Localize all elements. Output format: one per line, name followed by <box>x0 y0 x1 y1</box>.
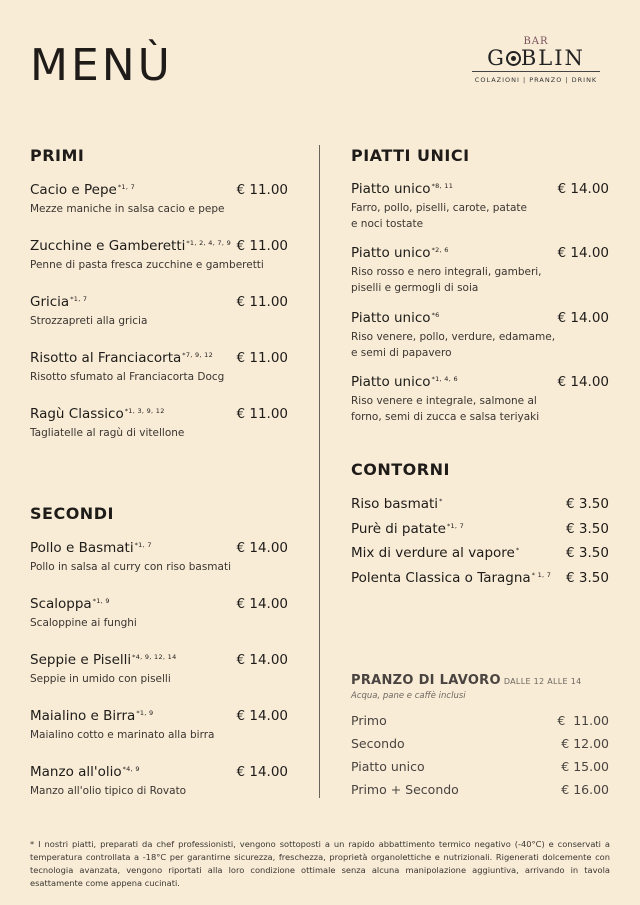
contorni-heading: CONTORNI <box>351 460 450 479</box>
contorno-price: € 3.50 <box>566 570 609 586</box>
secondi-item-name: Pollo e Basmati$^{*1, 7}$ <box>30 540 152 556</box>
contorno-price: € 3.50 <box>566 545 609 561</box>
piatto-unico-name: Piatto unico$^{*2, 6}$ <box>351 245 449 261</box>
primi-item-desc: Tagliatelle al ragù di vitellone <box>30 427 185 439</box>
secondi-item-desc: Maialino cotto e marinato alla birra <box>30 729 215 741</box>
pranzo-row-price: € 11.00 <box>557 713 609 728</box>
pranzo-row-label: Primo <box>351 713 387 728</box>
contorno-name: Mix di verdure al vapore* <box>351 545 520 561</box>
primi-item-price: € 11.00 <box>236 182 288 198</box>
pranzo-row-price: € 12.00 <box>561 736 609 751</box>
logo-name: G BLIN <box>487 46 585 70</box>
contorno-name: Riso basmati* <box>351 496 443 512</box>
piatto-unico-name: Piatto unico$^{*8, 11}$ <box>351 181 454 197</box>
secondi-item-price: € 14.00 <box>236 764 288 780</box>
contorno-price: € 3.50 <box>566 496 609 512</box>
secondi-item-name: Maialino e Birra$^{*1, 9}$ <box>30 708 154 724</box>
pranzo-note: Acqua, pane e caffè inclusi <box>351 691 466 701</box>
logo-bar-text: BAR <box>523 36 549 47</box>
secondi-item-name: Seppie e Piselli$^{*4, 9, 12, 14}$ <box>30 652 177 668</box>
secondi-item-desc: Seppie in umido con piselli <box>30 673 171 685</box>
piatto-unico-name: Piatto unico$^{*1, 4, 6}$ <box>351 374 458 390</box>
pranzo-hours: DALLE 12 ALLE 14 <box>503 677 582 686</box>
piatto-unico-name: Piatto unico$^{*6}$ <box>351 310 440 326</box>
contorno-price: € 3.50 <box>566 521 609 537</box>
piatto-unico-price: € 14.00 <box>557 374 609 390</box>
logo-o-icon <box>506 51 521 66</box>
primi-heading: PRIMI <box>30 146 85 165</box>
secondi-item-desc: Scaloppine ai funghi <box>30 617 137 629</box>
contorno-name: Purè di patate$^{*1, 7}$ <box>351 521 465 537</box>
primi-item-name: Gricia$^{*1, 7}$ <box>30 294 88 310</box>
primi-item-name: Cacio e Pepe$^{*1, 7}$ <box>30 182 136 198</box>
logo-rule <box>472 71 600 72</box>
piatto-unico-desc: Farro, pollo, piselli, carote, patate e noci tostate <box>351 202 527 230</box>
primi-item-desc: Mezze maniche in salsa cacio e pepe <box>30 203 225 215</box>
pranzo-row-label: Secondo <box>351 736 405 751</box>
piatto-unico-desc: Riso venere, pollo, verdure, edamame, e semi di papavero <box>351 331 556 359</box>
primi-item-price: € 11.00 <box>236 406 288 422</box>
pranzo-row-label: Primo + Secondo <box>351 782 459 797</box>
primi-item-name: Risotto al Franciacorta$^{*7, 9, 12}$ <box>30 350 214 366</box>
primi-item-name: Zucchine e Gamberetti$^{*1, 2, 4, 7, 9}$ <box>30 238 232 254</box>
pranzo-heading: PRANZO DI LAVORO DALLE 12 ALLE 14 <box>351 673 582 688</box>
secondi-item-price: € 14.00 <box>236 540 288 556</box>
primi-item-price: € 11.00 <box>236 350 288 366</box>
primi-item-price: € 11.00 <box>236 294 288 310</box>
secondi-item-desc: Manzo all'olio tipico di Rovato <box>30 785 187 797</box>
piatto-unico-price: € 14.00 <box>557 245 609 261</box>
secondi-item-price: € 14.00 <box>236 708 288 724</box>
secondi-heading: SECONDI <box>30 504 114 523</box>
pranzo-row-price: € 16.00 <box>561 782 609 797</box>
primi-item-name: Ragù Classico$^{*1, 3, 9, 12}$ <box>30 406 165 422</box>
page-title: MENÙ <box>30 40 173 91</box>
secondi-item-desc: Pollo in salsa al curry con riso basmati <box>30 561 231 573</box>
column-divider <box>319 145 320 798</box>
logo-tagline: COLAZIONI | PRANZO | DRINK <box>474 76 598 84</box>
primi-item-desc: Risotto sfumato al Franciacorta Docg <box>30 371 225 383</box>
secondi-item-name: Scaloppa$^{*1, 9}$ <box>30 596 110 612</box>
pranzo-row-label: Piatto unico <box>351 759 425 774</box>
pranzo-row-price: € 15.00 <box>561 759 609 774</box>
piatto-unico-desc: Riso venere e integrale, salmone al forno, semi di zucca e salsa teriyaki <box>351 395 540 423</box>
piatto-unico-price: € 14.00 <box>557 181 609 197</box>
secondi-item-price: € 14.00 <box>236 596 288 612</box>
secondi-item-price: € 14.00 <box>236 652 288 668</box>
contorno-name: Polenta Classica o Taragna$^{* 1, 7}$ <box>351 570 552 586</box>
primi-item-price: € 11.00 <box>236 238 288 254</box>
piatto-unico-price: € 14.00 <box>557 310 609 326</box>
primi-item-desc: Penne di pasta fresca zucchine e gamberetti <box>30 259 264 271</box>
secondi-item-name: Manzo all'olio$^{*4, 9}$ <box>30 764 140 780</box>
piatti-unici-heading: PIATTI UNICI <box>351 146 470 165</box>
bar-goblin-logo <box>470 36 602 84</box>
primi-item-desc: Strozzapreti alla gricia <box>30 315 148 327</box>
piatto-unico-desc: Riso rosso e nero integrali, gamberi, piselli e germogli di soia <box>351 266 542 294</box>
footnote: * I nostri piatti, preparati da chef professionisti, vengono sottoposti a un rapido abbattimento termico negativo (-40°C) e conservati a temperatura controllata a -18°C per garantirne sicurezza, freschezza, proprietà organolettiche e nutrizionali. Rigenerati dolcemente con tecnologia avanzata, vengono riportati alla loro condizione ottimale senza alcuna manipolazione aggiuntiva, arrivando in tavola esattamente come appena cucinati. <box>30 839 610 888</box>
